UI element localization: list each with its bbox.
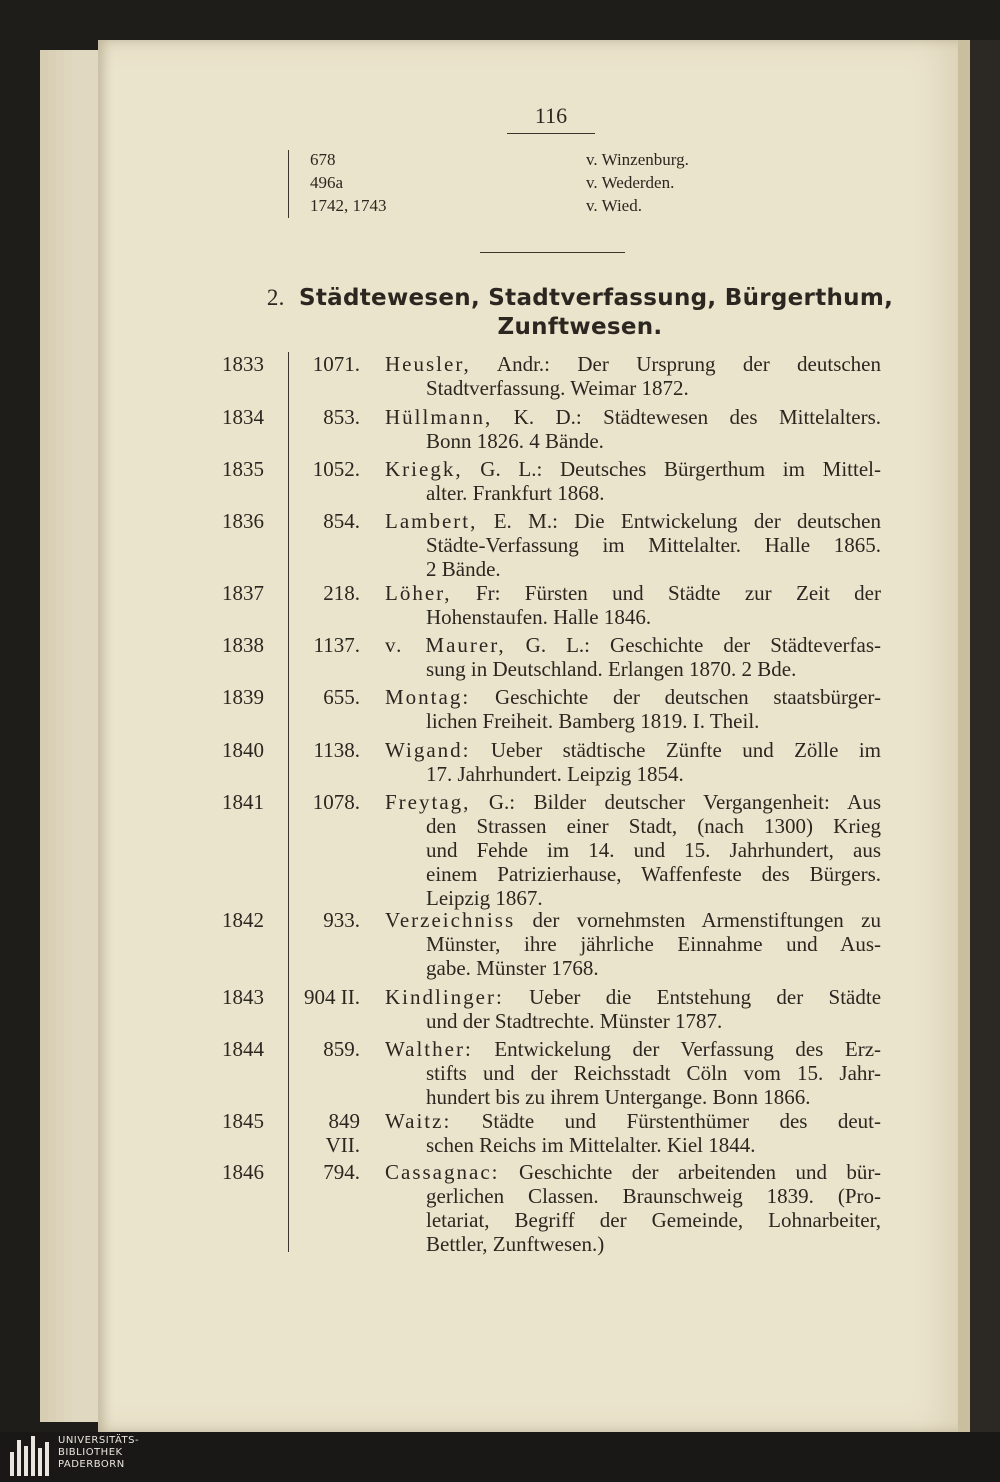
top-reference-table — [288, 150, 729, 218]
entry-line — [385, 738, 881, 762]
entry-line: Hohenstaufen. Halle 1846. — [426, 605, 652, 629]
entry-line-text: Fr: Fürsten und Städte zur Zeit der — [475, 581, 881, 605]
entry-author: Waitz: — [385, 1109, 452, 1133]
entry-text — [385, 581, 881, 629]
entry-line — [385, 457, 881, 481]
entry-year: 1846 — [222, 1160, 264, 1184]
entry-line: und Fehde im 14. und 15. Jahrhundert, aus — [426, 838, 881, 862]
entry-line: lichen Freiheit. Bamberg 1819. I. Theil. — [426, 709, 760, 733]
entry-year: 1836 — [222, 509, 264, 533]
entry-line — [385, 581, 881, 605]
entry-line-text: E. M.: Die Entwickelung der deutschen — [493, 509, 882, 533]
entry-index: 904 II. — [304, 985, 360, 1009]
entry-author: Wigand: — [385, 738, 471, 762]
entry-index: 218. — [323, 581, 360, 605]
entry-index: 859. — [323, 1037, 360, 1061]
entry-index: 849 VII. — [325, 1109, 360, 1157]
entry-line — [385, 790, 881, 814]
entry-line: schen Reichs im Mittelalter. Kiel 1844. — [426, 1133, 756, 1157]
entry-index: 853. — [323, 405, 360, 429]
library-logo-icon — [10, 1436, 54, 1476]
entry-line-text: Entwickelung der Verfassung des Erz- — [494, 1037, 882, 1061]
entry-author: Löher, — [385, 581, 452, 605]
entry-line — [385, 985, 881, 1009]
entry-text — [385, 457, 881, 505]
top-table-row — [289, 150, 729, 173]
entry-line-text: Städte und Fürstenthümer des deut- — [481, 1109, 881, 1133]
entry-text — [385, 633, 881, 681]
entry-year: 1840 — [222, 738, 264, 762]
entry-year: 1845 — [222, 1109, 264, 1133]
entry-year: 1834 — [222, 405, 264, 429]
entry-line-text: Geschichte der deutschen staatsbürger- — [494, 685, 882, 709]
entry-line: 17. Jahrhundert. Leipzig 1854. — [426, 762, 684, 786]
facing-page-edge — [958, 40, 1000, 1432]
entry-line: alter. Frankfurt 1868. — [426, 481, 605, 505]
entry-line: gerlichen Classen. Braunschweig 1839. (Pro- — [426, 1184, 881, 1208]
top-table-row — [289, 173, 729, 196]
entry-index: 794. — [323, 1160, 360, 1184]
entry-author: Verzeichniss — [385, 908, 516, 932]
top-table-name: v. Winzenburg. — [586, 150, 689, 169]
entry-year: 1837 — [222, 581, 264, 605]
entry-line — [385, 1109, 881, 1133]
entry-line — [385, 633, 881, 657]
entry-year: 1841 — [222, 790, 264, 814]
entry-line-text: G.: Bilder deutscher Vergangenheit: Aus — [488, 790, 881, 814]
entry-author: Kriegk, — [385, 457, 463, 481]
entry-year: 1844 — [222, 1037, 264, 1061]
entry-index: 1138. — [313, 738, 360, 762]
section-heading — [250, 283, 910, 342]
entry-line — [385, 509, 881, 533]
entry-author: Freytag, — [385, 790, 471, 814]
entry-year: 1842 — [222, 908, 264, 932]
entry-line-text: G. L.: Deutsches Bürgerthum im Mittel- — [480, 457, 882, 481]
entry-author: Lambert, — [385, 509, 478, 533]
entry-index: 933. — [323, 908, 360, 932]
entry-line: sung in Deutschland. Erlangen 1870. 2 Bde. — [426, 657, 797, 681]
entry-line: 2 Bände. — [426, 557, 501, 581]
entry-line: Städte-Verfassung im Mittelalter. Halle 1865. — [426, 533, 881, 557]
entry-line-text: G. L.: Geschichte der Städteverfas- — [525, 633, 881, 657]
entry-author: Cassagnac: — [385, 1160, 500, 1184]
list-vertical-rule — [288, 352, 289, 1252]
section-number: 2. — [266, 285, 285, 310]
entry-text — [385, 1160, 881, 1256]
section-title-line2: Zunftwesen. — [497, 314, 663, 340]
entry-line-text: der vornehmsten Armenstiftungen zu — [532, 908, 881, 932]
entry-author: v. Maurer, — [385, 633, 506, 657]
entry-line: gabe. Münster 1768. — [426, 956, 599, 980]
top-table-number: 496a — [310, 173, 344, 192]
entry-line: und der Stadtrechte. Münster 1787. — [426, 1009, 723, 1033]
entry-text — [385, 985, 881, 1033]
entry-text — [385, 908, 881, 980]
entry-line-text: Andr.: Der Ursprung der deutschen — [496, 352, 882, 376]
entry-text — [385, 790, 881, 910]
entry-line: Stadtverfassung. Weimar 1872. — [426, 376, 689, 400]
entry-line-text: K. D.: Städtewesen des Mittelalters. — [513, 405, 882, 429]
entry-line: einem Patrizierhause, Waffenfeste des Bürgers. — [426, 862, 881, 886]
entry-line: stifts und der Reichsstadt Cöln vom 15. Jahr- — [426, 1061, 881, 1085]
entry-text — [385, 1037, 881, 1109]
entry-line: Bonn 1826. 4 Bände. — [426, 429, 604, 453]
entry-line: letariat, Begriff der Gemeinde, Lohnarbeiter, — [426, 1208, 881, 1232]
entry-text — [385, 738, 881, 786]
entry-author: Walther: — [385, 1037, 473, 1061]
entry-line: hundert bis zu ihrem Untergange. Bonn 1866. — [426, 1085, 811, 1109]
page-number: 116 — [507, 103, 595, 134]
entry-text — [385, 509, 881, 581]
entry-line — [385, 405, 881, 429]
entry-line — [385, 1037, 881, 1061]
entry-line-text: Ueber die Entstehung der Städte — [529, 985, 882, 1009]
entry-index: 1052. — [312, 457, 360, 481]
entry-year: 1835 — [222, 457, 264, 481]
entry-author: Kindlinger: — [385, 985, 504, 1009]
entry-index: 655. — [323, 685, 360, 709]
entry-year: 1838 — [222, 633, 264, 657]
top-table-name: v. Wied. — [586, 196, 642, 215]
entry-line: Leipzig 1867. — [426, 886, 543, 910]
entry-line: Bettler, Zunftwesen.) — [426, 1232, 605, 1256]
entry-index: 1137. — [313, 633, 360, 657]
entry-line — [385, 352, 881, 376]
top-table-row — [289, 196, 729, 219]
entry-line-text: Geschichte der arbeitenden und bür- — [518, 1160, 881, 1184]
entry-year: 1833 — [222, 352, 264, 376]
entry-index: 1071. — [312, 352, 360, 376]
entry-text — [385, 685, 881, 733]
top-table-number: 1742, 1743 — [310, 196, 387, 215]
entry-year: 1839 — [222, 685, 264, 709]
entry-author: Montag: — [385, 685, 471, 709]
entry-author: Hüllmann, — [385, 405, 493, 429]
entry-text — [385, 1109, 881, 1157]
entry-line: den Strassen einer Stadt, (nach 1300) Krieg — [426, 814, 881, 838]
entry-year: 1843 — [222, 985, 264, 1009]
library-footer — [0, 1432, 1000, 1482]
entry-line: Münster, ihre jährliche Einnahme und Aus- — [426, 932, 881, 956]
entry-author: Heusler, — [385, 352, 471, 376]
top-table-number: 678 — [310, 150, 336, 169]
section-title-line1: Städtewesen, Stadtverfassung, Bürgerthum, — [299, 285, 894, 311]
entry-line — [385, 908, 881, 932]
entry-line-text: Ueber städtische Zünfte und Zölle im — [490, 738, 881, 762]
library-name: UNIVERSITÄTS- BIBLIOTHEK PADERBORN — [58, 1435, 140, 1470]
entry-line — [385, 1160, 881, 1184]
section-separator — [480, 252, 625, 253]
entry-text — [385, 352, 881, 400]
entry-text — [385, 405, 881, 453]
top-table-name: v. Wederden. — [586, 173, 675, 192]
entry-line — [385, 685, 881, 709]
entry-index: 854. — [323, 509, 360, 533]
entry-index: 1078. — [312, 790, 360, 814]
